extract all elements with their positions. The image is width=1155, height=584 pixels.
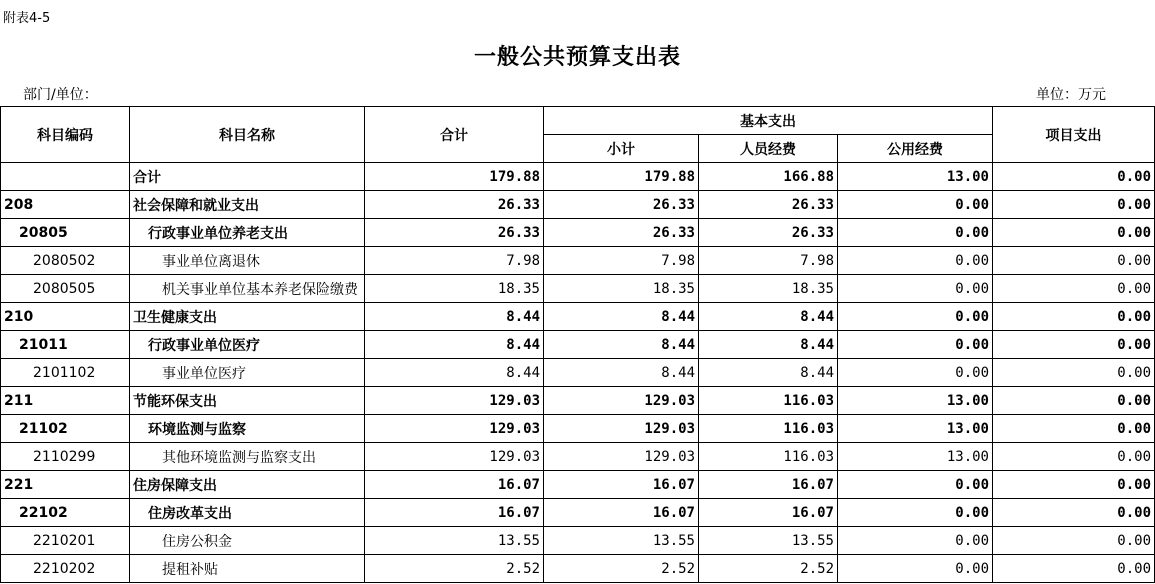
table-row — [1, 219, 1155, 247]
cell-name: 卫生健康支出 — [130, 303, 365, 331]
cell-total: 129.03 — [365, 415, 544, 443]
cell-name: 提租补贴 — [130, 555, 365, 583]
cell-subtotal: 26.33 — [544, 219, 699, 247]
cell-name: 行政事业单位医疗 — [130, 331, 365, 359]
cell-public: 0.00 — [838, 275, 993, 303]
cell-name: 行政事业单位养老支出 — [130, 219, 365, 247]
cell-name: 其他环境监测与监察支出 — [130, 443, 365, 471]
table-row — [1, 387, 1155, 415]
cell-code: 2080505 — [1, 275, 130, 303]
header-public: 公用经费 — [838, 135, 993, 163]
cell-total: 16.07 — [365, 499, 544, 527]
table-row — [1, 191, 1155, 219]
cell-project: 0.00 — [993, 359, 1155, 387]
page-title: 一般公共预算支出表 — [473, 45, 681, 70]
cell-subtotal: 179.88 — [544, 163, 699, 191]
cell-public: 0.00 — [838, 219, 993, 247]
cell-personnel: 8.44 — [699, 331, 838, 359]
cell-name: 合计 — [130, 163, 365, 191]
cell-code: 2101102 — [1, 359, 130, 387]
cell-subtotal: 7.98 — [544, 247, 699, 275]
cell-personnel: 7.98 — [699, 247, 838, 275]
cell-public: 0.00 — [838, 555, 993, 583]
cell-name: 节能环保支出 — [130, 387, 365, 415]
cell-personnel: 16.07 — [699, 471, 838, 499]
cell-total: 129.03 — [365, 387, 544, 415]
cell-personnel: 16.07 — [699, 499, 838, 527]
table-row — [1, 331, 1155, 359]
cell-code: 2080502 — [1, 247, 130, 275]
cell-subtotal: 129.03 — [544, 415, 699, 443]
cell-public: 0.00 — [838, 191, 993, 219]
cell-project: 0.00 — [993, 415, 1155, 443]
cell-project: 0.00 — [993, 219, 1155, 247]
cell-subtotal: 26.33 — [544, 191, 699, 219]
cell-subtotal: 13.55 — [544, 527, 699, 555]
table-number-note: 附表4-5 — [3, 11, 51, 26]
cell-name: 事业单位离退休 — [130, 247, 365, 275]
cell-personnel: 2.52 — [699, 555, 838, 583]
cell-total: 26.33 — [365, 191, 544, 219]
cell-project: 0.00 — [993, 247, 1155, 275]
cell-name: 环境监测与监察 — [130, 415, 365, 443]
table-row — [1, 471, 1155, 499]
cell-total: 2.52 — [365, 555, 544, 583]
table-row — [1, 555, 1155, 583]
cell-total: 13.55 — [365, 527, 544, 555]
cell-code: 20805 — [1, 219, 130, 247]
cell-name: 住房保障支出 — [130, 471, 365, 499]
cell-code: 2110299 — [1, 443, 130, 471]
table-body — [1, 163, 1155, 583]
cell-total: 8.44 — [365, 331, 544, 359]
cell-subtotal: 8.44 — [544, 303, 699, 331]
cell-subtotal: 8.44 — [544, 331, 699, 359]
header-basic: 基本支出 — [544, 107, 993, 135]
cell-code: 21011 — [1, 331, 130, 359]
cell-project: 0.00 — [993, 527, 1155, 555]
department-label: 部门/单位： — [23, 87, 98, 103]
cell-public: 13.00 — [838, 415, 993, 443]
cell-code: 208 — [1, 191, 130, 219]
unit-label: 单位：万元 — [1036, 87, 1106, 103]
cell-public: 13.00 — [838, 387, 993, 415]
cell-total: 26.33 — [365, 219, 544, 247]
cell-personnel: 166.88 — [699, 163, 838, 191]
cell-public: 0.00 — [838, 331, 993, 359]
cell-code: 210 — [1, 303, 130, 331]
budget-table — [0, 106, 1155, 583]
cell-project: 0.00 — [993, 191, 1155, 219]
cell-code — [1, 163, 130, 191]
cell-total: 16.07 — [365, 471, 544, 499]
header-total: 合计 — [365, 107, 544, 163]
cell-total: 179.88 — [365, 163, 544, 191]
cell-project: 0.00 — [993, 555, 1155, 583]
header-personnel: 人员经费 — [699, 135, 838, 163]
cell-project: 0.00 — [993, 443, 1155, 471]
cell-subtotal: 8.44 — [544, 359, 699, 387]
cell-public: 0.00 — [838, 359, 993, 387]
cell-total: 129.03 — [365, 443, 544, 471]
cell-code: 2210202 — [1, 555, 130, 583]
cell-name: 事业单位医疗 — [130, 359, 365, 387]
cell-personnel: 8.44 — [699, 303, 838, 331]
header-subtotal: 小计 — [544, 135, 699, 163]
cell-code: 211 — [1, 387, 130, 415]
cell-name: 社会保障和就业支出 — [130, 191, 365, 219]
cell-personnel: 18.35 — [699, 275, 838, 303]
table-row — [1, 527, 1155, 555]
table-row — [1, 247, 1155, 275]
cell-subtotal: 16.07 — [544, 471, 699, 499]
cell-project: 0.00 — [993, 275, 1155, 303]
table-row — [1, 359, 1155, 387]
cell-total: 7.98 — [365, 247, 544, 275]
cell-name: 住房公积金 — [130, 527, 365, 555]
table-row — [1, 303, 1155, 331]
cell-personnel: 116.03 — [699, 415, 838, 443]
cell-name: 机关事业单位基本养老保险缴费 — [130, 275, 365, 303]
cell-personnel: 116.03 — [699, 443, 838, 471]
cell-subtotal: 129.03 — [544, 443, 699, 471]
header-name: 科目名称 — [130, 107, 365, 163]
table-row — [1, 499, 1155, 527]
cell-subtotal: 2.52 — [544, 555, 699, 583]
cell-project: 0.00 — [993, 163, 1155, 191]
cell-personnel: 13.55 — [699, 527, 838, 555]
cell-public: 0.00 — [838, 499, 993, 527]
table-row — [1, 415, 1155, 443]
cell-project: 0.00 — [993, 331, 1155, 359]
cell-total: 18.35 — [365, 275, 544, 303]
cell-personnel: 26.33 — [699, 191, 838, 219]
cell-public: 13.00 — [838, 163, 993, 191]
cell-name: 住房改革支出 — [130, 499, 365, 527]
cell-subtotal: 16.07 — [544, 499, 699, 527]
table-row — [1, 443, 1155, 471]
header-project: 项目支出 — [993, 107, 1155, 163]
cell-project: 0.00 — [993, 303, 1155, 331]
header-code: 科目编码 — [1, 107, 130, 163]
cell-code: 221 — [1, 471, 130, 499]
cell-personnel: 26.33 — [699, 219, 838, 247]
cell-project: 0.00 — [993, 387, 1155, 415]
cell-public: 13.00 — [838, 443, 993, 471]
cell-code: 22102 — [1, 499, 130, 527]
cell-code: 21102 — [1, 415, 130, 443]
cell-total: 8.44 — [365, 359, 544, 387]
table-row — [1, 275, 1155, 303]
cell-subtotal: 129.03 — [544, 387, 699, 415]
cell-subtotal: 18.35 — [544, 275, 699, 303]
cell-personnel: 116.03 — [699, 387, 838, 415]
cell-public: 0.00 — [838, 471, 993, 499]
cell-personnel: 8.44 — [699, 359, 838, 387]
cell-total: 8.44 — [365, 303, 544, 331]
cell-public: 0.00 — [838, 303, 993, 331]
cell-code: 2210201 — [1, 527, 130, 555]
cell-project: 0.00 — [993, 499, 1155, 527]
table-row — [1, 163, 1155, 191]
cell-public: 0.00 — [838, 527, 993, 555]
header-row-top — [1, 107, 1155, 135]
cell-project: 0.00 — [993, 471, 1155, 499]
cell-public: 0.00 — [838, 247, 993, 275]
